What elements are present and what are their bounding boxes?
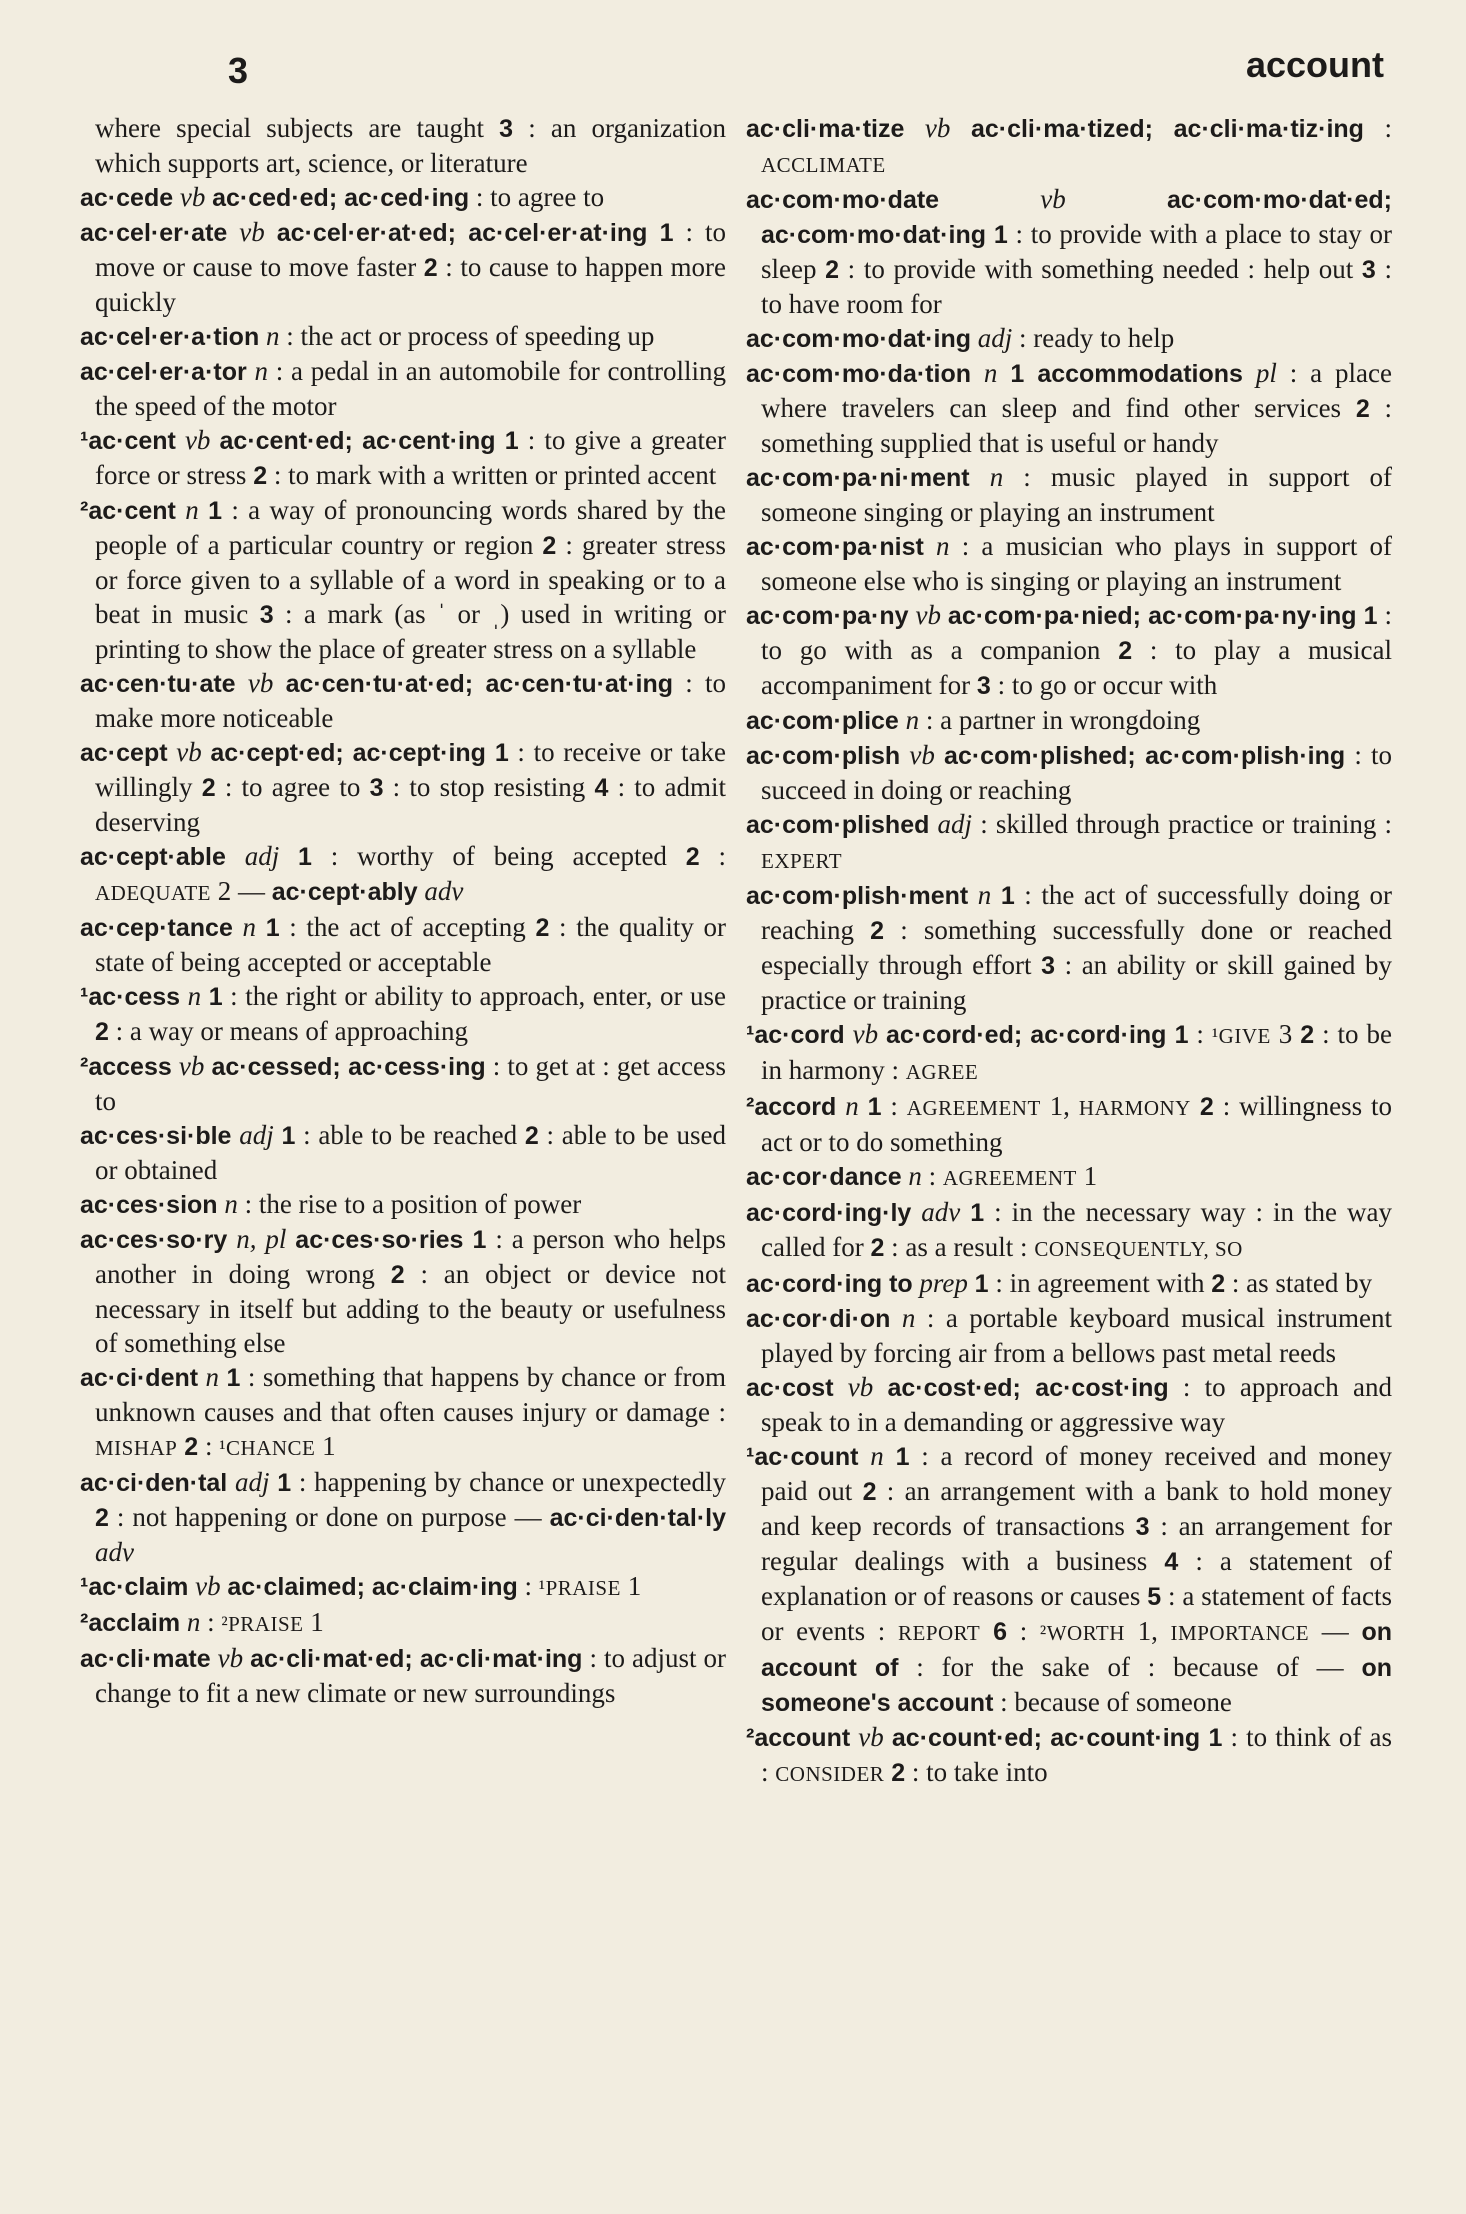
definition-text: : to go or occur with [990, 670, 1218, 700]
headword: ²account [746, 1724, 851, 1752]
bold-text: ac·cli·ma·tized; ac·cli·ma·tiz·ing [970, 115, 1364, 143]
definition-text: : a portable keyboard musical instrument played by forcing air from a bellows past metal reeds [761, 1303, 1392, 1368]
definition-text: : an organization which supports art, science, or literature [95, 113, 726, 178]
bold-text: 3 [499, 115, 514, 143]
definition-text: 2 — [210, 876, 272, 906]
bold-text: 2 [1118, 637, 1133, 665]
definition-text: : as stated by [1225, 1268, 1373, 1298]
dictionary-entry [746, 598, 1392, 703]
cross-reference: ACCLIMATE [761, 153, 886, 177]
definition-text: : in the necessary way : in the way called for [761, 1197, 1393, 1262]
part-of-speech: n [259, 321, 287, 351]
bold-text: 4 [594, 774, 609, 802]
definition-text: : the quality or state of being accepted or acceptable [95, 912, 726, 977]
definition-text: : to give a greater force or stress [95, 425, 726, 490]
headword: ac·cep·tance [80, 914, 233, 942]
cross-reference: ¹GIVE [1211, 1024, 1271, 1048]
headword: ac·cor·di·on [746, 1305, 891, 1333]
bold-text: 1 [1000, 882, 1015, 910]
definition-text: : a musician who plays in support of someone else who is singing or playing an instrument [761, 531, 1393, 596]
definition-text: : a way or means of approaching [108, 1016, 469, 1046]
definition-text: : worthy of being accepted [311, 841, 686, 871]
dictionary-entry [746, 738, 1392, 807]
definition-text: : a mark (as ˈ or ˌ) used in writing or printing to show the place of greater stress on a syllable [95, 599, 727, 664]
cross-reference: ²WORTH [1039, 1621, 1125, 1645]
definition-text: : a person who helps another in doing wrong [95, 1224, 726, 1289]
definition-text: : happening by chance or unexpectedly [291, 1467, 726, 1497]
definition-text: : [699, 841, 726, 871]
bold-text: ac·ced·ed; ac·ced·ing [212, 184, 470, 212]
bold-text: 1 [208, 497, 222, 525]
bold-text: on account of [761, 1618, 1392, 1682]
definition-text: : an ability or skill gained by practice or training [761, 950, 1392, 1015]
bold-text: 2 [524, 1122, 539, 1150]
bold-text: ac·cept·ed; ac·cept·ing 1 [210, 739, 509, 767]
headword: ac·com·plish [746, 742, 901, 770]
bold-text: ac·cost·ed; ac·cost·ing [887, 1374, 1169, 1402]
left-column [80, 111, 726, 1710]
part-of-speech: vb [900, 740, 945, 770]
definition-text: : [517, 1571, 539, 1601]
cross-reference: CONSEQUENTLY, SO [1034, 1237, 1243, 1261]
headword: ac·com·pa·ni·ment [746, 464, 970, 492]
cross-reference: MISHAP [95, 1436, 178, 1460]
bold-text: 3 [369, 774, 384, 802]
bold-text: 3 [259, 601, 274, 629]
definition-text: where special subjects are taught [95, 113, 500, 143]
cross-reference: ¹PRAISE [538, 1576, 621, 1600]
definition-text: 1 [303, 1607, 324, 1637]
part-of-speech: n [246, 356, 276, 386]
headword: ²access [80, 1053, 172, 1081]
definition-text: : not happening or done on purpose — [108, 1502, 550, 1532]
headword: ac·com·pa·ny [746, 602, 909, 630]
definition-text: : the right or ability to approach, enter, or use [222, 981, 726, 1011]
bold-text: 2 [423, 254, 438, 282]
part-of-speech: n [890, 1303, 927, 1333]
definition-text: : willingness to act or to do something [761, 1091, 1392, 1157]
dictionary-entry [80, 910, 726, 979]
cross-reference: HARMONY [1078, 1096, 1191, 1120]
part-of-speech: vb [850, 1722, 892, 1752]
dictionary-entry [80, 1360, 726, 1465]
cross-reference: AGREEMENT [906, 1096, 1041, 1120]
headword: ac·cel·er·a·tor [80, 358, 247, 386]
definition-text: : [1188, 1019, 1212, 1049]
part-of-speech: adv [417, 876, 464, 906]
dictionary-entry [80, 839, 726, 910]
definition-text: : to provide with something needed : help out [839, 254, 1362, 284]
definition-text: : something supplied that is useful or handy [761, 393, 1392, 458]
definition-text: 3 [1270, 1019, 1301, 1049]
part-of-speech: n [198, 1362, 227, 1392]
definition-text: : to go with as a companion [761, 600, 1392, 665]
headword: ac·ces·sion [80, 1191, 218, 1219]
dictionary-entry [746, 703, 1392, 738]
cross-reference: ²PRAISE [221, 1612, 304, 1636]
headword: ac·cel·er·ate [80, 219, 228, 247]
definition-text: : to take into [905, 1757, 1048, 1787]
dictionary-entry [80, 111, 726, 180]
headword: ¹ac·count [746, 1443, 859, 1471]
bold-text: ac·claimed; ac·claim·ing [227, 1573, 518, 1601]
dictionary-entry [746, 1266, 1392, 1301]
bold-text: 2 [685, 843, 700, 871]
dictionary-entry [80, 215, 726, 319]
definition-text: : the rise to a position of power [244, 1189, 582, 1219]
definition-text: 1 [620, 1571, 642, 1601]
part-of-speech: n [217, 1189, 245, 1219]
definition-text: : to get at : get access to [95, 1051, 726, 1116]
headword: ac·com·mo·dat·ing [746, 325, 971, 353]
bold-text: ac·cent·ed; ac·cent·ing 1 [219, 427, 519, 455]
headword: ac·ces·so·ry [80, 1226, 228, 1254]
definition-text: : a statement of explanation or of reasons or causes [761, 1546, 1392, 1611]
part-of-speech: vb [235, 668, 286, 698]
part-of-speech: adj [971, 323, 1020, 353]
bold-text: 1 [277, 1469, 292, 1497]
bold-text: 2 [535, 914, 550, 942]
guide-word: account [1245, 44, 1384, 85]
dictionary-entry [80, 1187, 726, 1222]
definition-text: : skilled through practice or training : [980, 809, 1392, 839]
definition-text: 1, [1124, 1616, 1171, 1646]
part-of-speech: n [180, 981, 209, 1011]
definition-text: : in agreement with [988, 1268, 1212, 1298]
dictionary-entry [80, 1049, 726, 1118]
definition-text: : [881, 1091, 907, 1121]
dictionary-entry [80, 666, 726, 735]
bold-text: 4 [1164, 1548, 1179, 1576]
headword: ²accord [746, 1093, 837, 1121]
part-of-speech: n [175, 495, 209, 525]
part-of-speech: n [969, 462, 1024, 492]
dictionary-entry [80, 979, 726, 1049]
definition-text: : to make more noticeable [95, 668, 726, 733]
dictionary-entry [746, 111, 1392, 182]
part-of-speech: vb [173, 182, 213, 212]
part-of-speech: n [968, 880, 1001, 910]
bold-text: 1 [208, 983, 223, 1011]
dictionary-entry [746, 1301, 1392, 1370]
bold-text: 1 [226, 1364, 241, 1392]
cross-reference: EXPERT [761, 849, 843, 873]
bold-text: 1 [974, 1270, 989, 1298]
part-of-speech: vb [904, 113, 971, 143]
definition-text: : to provide with a place to stay or sleep [761, 219, 1393, 284]
page-number: 3 [228, 50, 249, 91]
bold-text: ac·ces·so·ries 1 [295, 1226, 487, 1254]
bold-text: ac·cord·ed; ac·cord·ing 1 [886, 1021, 1189, 1049]
definition-text: : an arrangement with a bank to hold money and keep records of transactions [761, 1476, 1392, 1541]
bold-text: 3 [1361, 256, 1376, 284]
definition-text: : to cause to happen more quickly [95, 252, 726, 317]
definition-text: : to move or cause to move faster [95, 217, 726, 282]
definition-text: 1, [1040, 1091, 1079, 1121]
headword: ac·cen·tu·ate [80, 670, 236, 698]
headword: ac·cli·ma·tize [746, 115, 905, 143]
headword: ac·ci·den·tal [80, 1469, 228, 1497]
definition-text: 1 [1076, 1161, 1098, 1191]
headword: ¹ac·cord [746, 1021, 845, 1049]
definition-text: : [928, 1161, 943, 1191]
bold-text: 3 [1041, 952, 1056, 980]
part-of-speech: vb [908, 600, 948, 630]
part-of-speech: vb [844, 1019, 887, 1049]
headword: ac·com·plice [746, 707, 899, 735]
definition-text: : the act of accepting [279, 912, 536, 942]
bold-text: 6 [980, 1618, 1008, 1646]
bold-text: 2 [1190, 1093, 1214, 1121]
dictionary-entry [80, 735, 726, 839]
headword: ac·cede [80, 184, 174, 212]
headword: ac·ces·si·ble [80, 1122, 232, 1150]
part-of-speech: n [901, 1161, 929, 1191]
dictionary-entry [746, 1195, 1392, 1266]
part-of-speech: vb [833, 1372, 888, 1402]
bold-text: ac·cessed; ac·cess·ing [211, 1053, 486, 1081]
headword: ac·com·pa·nist [746, 533, 924, 561]
part-of-speech: vb [171, 1051, 212, 1081]
dictionary-entry [80, 180, 726, 215]
dictionary-entry [80, 423, 726, 493]
definition-text: : an object or device not necessary in itself but adding to the beauty or usefulness of something else [95, 1259, 726, 1358]
headword: ²ac·cent [80, 497, 176, 525]
definition-text: : something successfully done or reached especially through effort [761, 915, 1392, 980]
headword: ac·cept·able [80, 843, 226, 871]
part-of-speech: prep [912, 1268, 975, 1298]
bold-text: 2 [870, 917, 885, 945]
bold-text: 2 [177, 1433, 199, 1461]
headword: ac·cord·ing to [746, 1270, 913, 1298]
headword: ¹ac·cent [80, 427, 176, 455]
definition-text: : to have room for [761, 254, 1392, 319]
part-of-speech: vb [939, 184, 1167, 214]
definition-text: : the act of successfully doing or reaching [761, 880, 1392, 945]
bold-text: ac·com·pa·nied; ac·com·pa·ny·ing 1 [947, 602, 1378, 630]
definition-text: : as a result : [884, 1232, 1035, 1262]
dictionary-entry [746, 1017, 1392, 1089]
bold-text: 2 [95, 1018, 109, 1046]
definition-text: : to be in harmony : [761, 1019, 1392, 1085]
bold-text: ac·count·ed; ac·count·ing 1 [891, 1724, 1223, 1752]
definition-text: : a way of pronouncing words shared by the people of a particular country or region [95, 495, 727, 560]
bold-text: 3 [1135, 1513, 1150, 1541]
definition-text: : to admit deserving [95, 772, 726, 837]
bold-text: 2 [1211, 1270, 1226, 1298]
dictionary-entry [80, 493, 726, 666]
cross-reference: REPORT [898, 1621, 981, 1645]
part-of-speech: pl [1242, 358, 1290, 388]
definition-text: 1 [315, 1431, 336, 1461]
part-of-speech: n [898, 705, 926, 735]
bold-text: ac·com·mo·dat·ed; ac·com·mo·dat·ing 1 [761, 186, 1392, 249]
dictionary-entry [746, 807, 1392, 878]
part-of-speech: n [836, 1091, 868, 1121]
dictionary-entry [746, 1089, 1392, 1159]
headword: ac·com·mo·date [746, 186, 940, 214]
part-of-speech: adj [225, 841, 299, 871]
headword: ²acclaim [80, 1609, 181, 1637]
dictionary-entry [80, 1641, 726, 1710]
bold-text: 1 [265, 914, 280, 942]
dictionary-entry [746, 1720, 1392, 1791]
dictionary-entry [80, 1569, 726, 1605]
definition-text: : to receive or take willingly [95, 737, 726, 802]
headword: ac·cept [80, 739, 168, 767]
part-of-speech: adj [231, 1120, 282, 1150]
bold-text: 2 [542, 532, 557, 560]
definition-text: : [1363, 113, 1392, 143]
headword: ac·cor·dance [746, 1163, 902, 1191]
definition-text: : to adjust or change to fit a new climate or new surroundings [95, 1643, 726, 1708]
definition-text: : to play a musical accompaniment for [761, 635, 1392, 700]
part-of-speech: vb [167, 737, 211, 767]
headword: ac·com·mo·da·tion [746, 360, 971, 388]
bold-text: 1 accommodations [1010, 360, 1243, 388]
dictionary-entry [746, 356, 1392, 460]
bold-text: 2 [870, 1234, 885, 1262]
dictionary-entry [746, 878, 1392, 1017]
bold-text: ac·com·plished; ac·com·plish·ing [944, 742, 1346, 770]
bold-text: 2 [862, 1478, 877, 1506]
headword: ac·cord·ing·ly [746, 1199, 912, 1227]
bold-text: 2 [825, 256, 840, 284]
dictionary-entry [746, 460, 1392, 529]
part-of-speech: adj [929, 809, 981, 839]
part-of-speech: adj [227, 1467, 278, 1497]
cross-reference: CONSIDER [775, 1762, 885, 1786]
bold-text: ac·cel·er·at·ed; ac·cel·er·at·ing 1 [276, 219, 674, 247]
bold-text: ac·cept·ably [271, 878, 418, 906]
bold-text: 1 [970, 1199, 985, 1227]
headword: ¹ac·cess [80, 983, 181, 1011]
definition-text: : able to be reached [295, 1120, 525, 1150]
definition-text: : an arrangement for regular dealings with a business [761, 1511, 1392, 1576]
bold-text: ac·cen·tu·at·ed; ac·cen·tu·at·ing [285, 670, 674, 698]
definition-text: : [198, 1431, 220, 1461]
definition-text: : music played in support of someone singing or playing an instrument [761, 462, 1393, 527]
dictionary-entry [746, 321, 1392, 356]
part-of-speech: n, pl [227, 1224, 296, 1254]
part-of-speech: vb [188, 1571, 228, 1601]
definition-text: : to think of as : [761, 1722, 1392, 1787]
definition-text: : for the sake of : because of — [898, 1652, 1362, 1682]
definition-text: : [1007, 1616, 1040, 1646]
definition-text: : a partner in wrongdoing [925, 705, 1201, 735]
part-of-speech: adv [95, 1537, 134, 1567]
headword: ac·ci·dent [80, 1364, 199, 1392]
dictionary-entry [80, 1222, 726, 1360]
dictionary-entry [80, 1465, 726, 1569]
part-of-speech: n [971, 358, 1011, 388]
bold-text: 2 [95, 1504, 109, 1532]
headword: ac·com·plished [746, 811, 930, 839]
cross-reference: AGREE [905, 1060, 979, 1084]
headword: ac·cli·mate [80, 1645, 211, 1673]
definition-text: : a place where travelers can sleep and find other services [761, 358, 1392, 423]
dictionary-entry [746, 1370, 1392, 1439]
definition-text: : to succeed in doing or reaching [761, 740, 1392, 805]
bold-text: ac·ci·den·tal·ly [549, 1504, 726, 1532]
part-of-speech: vb [210, 1643, 251, 1673]
cross-reference: IMPORTANCE [1170, 1621, 1310, 1645]
right-column [746, 111, 1392, 1791]
definition-text: : the act or process of speeding up [286, 321, 655, 351]
dictionary-entry [746, 182, 1392, 321]
part-of-speech: n [180, 1607, 208, 1637]
part-of-speech: n [858, 1441, 896, 1471]
part-of-speech: n [923, 531, 962, 561]
part-of-speech: adv [911, 1197, 971, 1227]
definition-text: : to stop resisting [383, 772, 595, 802]
dictionary-entry [746, 1159, 1392, 1195]
bold-text: 1 [281, 1122, 296, 1150]
bold-text: 3 [976, 672, 991, 700]
bold-text: 2 [884, 1759, 906, 1787]
definition-text: : able to be used or obtained [95, 1120, 726, 1185]
definition-text: : something that happens by chance or from unknown causes and that often causes injury or damage : [95, 1362, 727, 1427]
definition-text: : [207, 1607, 222, 1637]
definition-text: : a record of money received and money paid out [761, 1441, 1393, 1506]
dictionary-entry [80, 1118, 726, 1187]
definition-text: : because of someone [993, 1687, 1232, 1717]
part-of-speech: vb [175, 425, 220, 455]
definition-text: : a pedal in an automobile for controlling the speed of the motor [95, 356, 726, 421]
bold-text: 2 [390, 1261, 405, 1289]
cross-reference: ¹CHANCE [219, 1436, 316, 1460]
bold-text: 1 [867, 1093, 882, 1121]
cross-reference: AGREEMENT [942, 1166, 1077, 1190]
cross-reference: ADEQUATE [95, 881, 211, 905]
definition-text: : greater stress or force given to a syllable of a word in speaking or to a beat in music [95, 530, 727, 629]
bold-text: 2 [1300, 1021, 1315, 1049]
definition-text: : ready to help [1019, 323, 1175, 353]
dictionary-entry [80, 1605, 726, 1641]
headword: ac·cost [746, 1374, 834, 1402]
dictionary-entry [746, 1439, 1392, 1720]
part-of-speech: n [232, 912, 266, 942]
definition-text: : to agree to [215, 772, 370, 802]
headword: ¹ac·claim [80, 1573, 189, 1601]
headword: ac·cel·er·a·tion [80, 323, 260, 351]
definition-text: : to mark with a written or printed accent [267, 460, 717, 490]
part-of-speech: vb [227, 217, 277, 247]
bold-text: 1 [298, 843, 312, 871]
dictionary-entry [746, 529, 1392, 598]
bold-text: 2 [1355, 395, 1370, 423]
definition-text: : to approach and speak to in a demanding or aggressive way [761, 1372, 1392, 1437]
bold-text: 1 [895, 1443, 910, 1471]
dictionary-entry [80, 319, 726, 354]
headword: ac·com·plish·ment [746, 882, 969, 910]
definition-text: — [1309, 1616, 1362, 1646]
definition-text: : a statement of facts or events : [761, 1581, 1392, 1646]
dictionary-entry [80, 354, 726, 423]
definition-text: : to agree to [469, 182, 605, 212]
bold-text: on someone's account [761, 1654, 1392, 1717]
bold-text: 5 [1147, 1583, 1162, 1611]
bold-text: 2 [253, 462, 268, 490]
bold-text: 2 [201, 774, 216, 802]
bold-text: ac·cli·mat·ed; ac·cli·mat·ing [250, 1645, 583, 1673]
